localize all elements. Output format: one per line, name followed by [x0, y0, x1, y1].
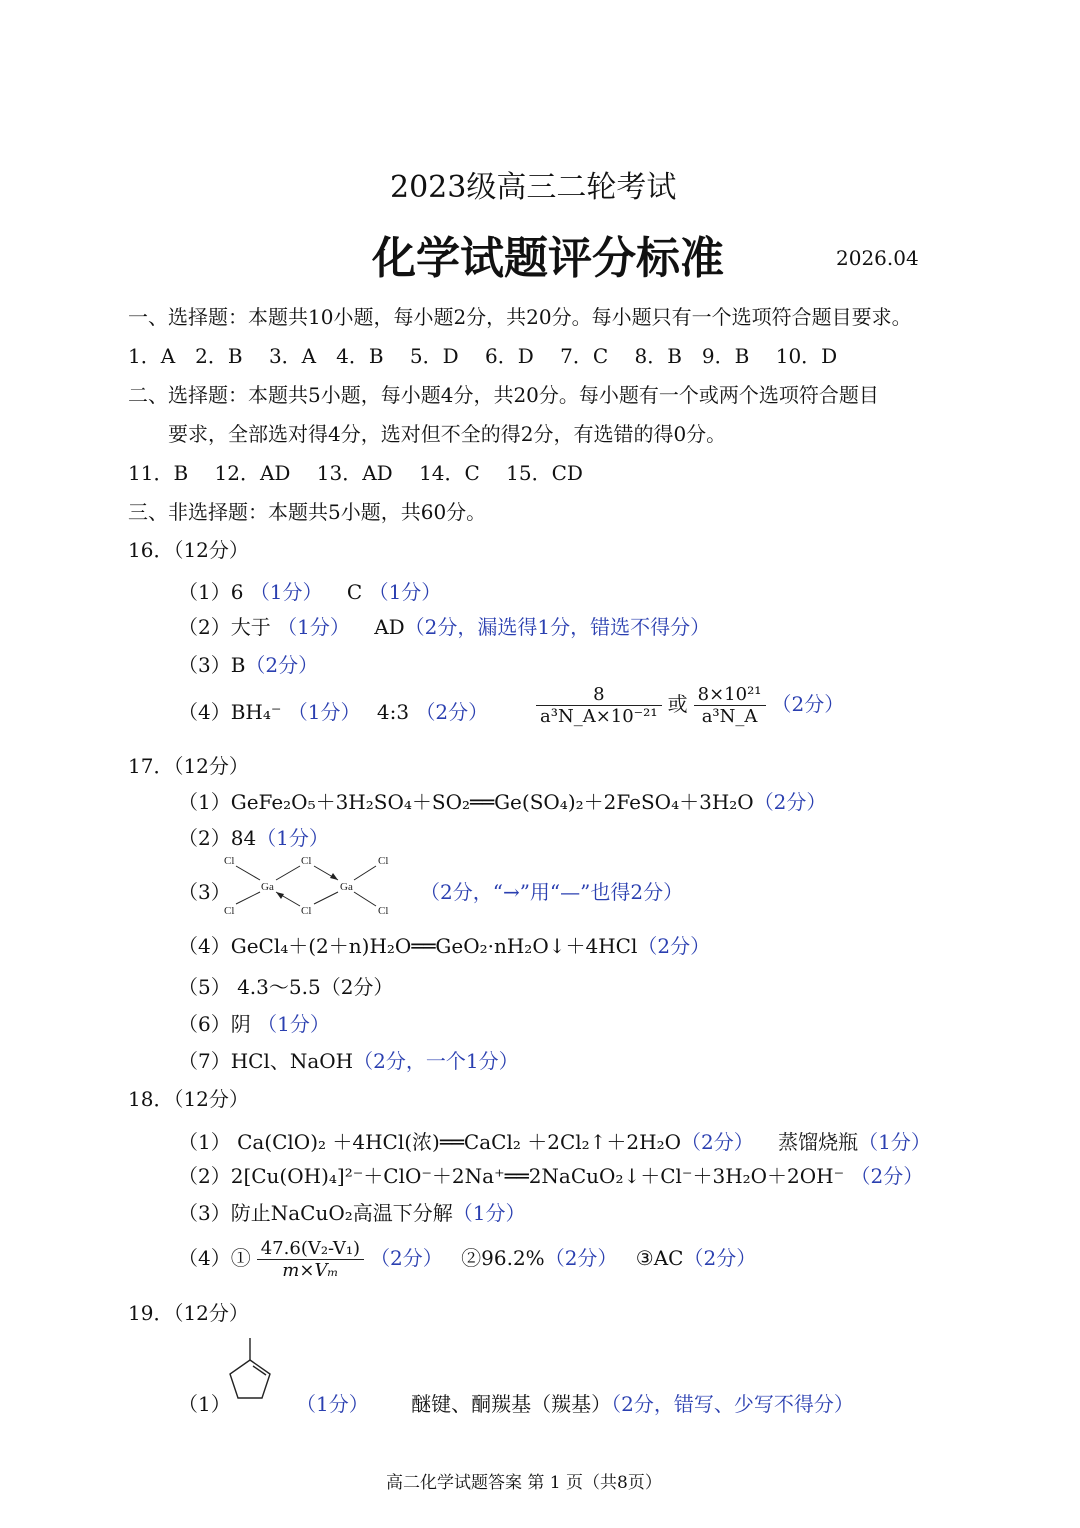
q17-part1 — [178, 786, 826, 815]
q16-frac1-numerator: 8 — [536, 684, 662, 706]
atom-cl-3: Cl — [301, 855, 312, 867]
atom-cl-5: Cl — [378, 855, 389, 867]
q16-p1-a-points: （1分） — [249, 580, 323, 604]
section3-heading: 三、非选择题：本题共5小题，共60分。 — [128, 500, 487, 524]
section1-answers: 1．A 2．B 3．A 4．B 5．D 6．D 7．C 8．B 9．B 10．D — [128, 344, 838, 368]
q18-p1-b: 蒸馏烧瓶 — [778, 1130, 859, 1154]
q18-part3 — [178, 1197, 525, 1226]
q17-p3-points: （2分，“→”用“—”也得2分） — [420, 880, 684, 904]
main-title: 化学试题评分标准 — [372, 233, 724, 284]
q16-p4-a: （4）BH₄⁻ — [178, 700, 282, 724]
atom-ga-1: Ga — [261, 881, 274, 893]
q17-p1: （1）GeFe₂O₅＋3H₂SO₄＋SO₂══Ge(SO₄)₂＋2FeSO₄＋3H₂O — [178, 790, 754, 814]
q19-p1-b: 醚键、酮羰基（羰基） — [411, 1392, 612, 1416]
q16-frac2-denominator: a³N_A — [701, 706, 758, 727]
q17-p4: （4）GeCl₄＋(2＋n)H₂O══GeO₂·nH₂O↓＋4HCl — [178, 934, 638, 958]
q17-part4 — [178, 930, 710, 959]
date: 2026.04 — [836, 246, 919, 270]
q16-frac1-denominator: a³N_A×10⁻²¹ — [540, 706, 658, 727]
q16-p4-b-points: （2分） — [415, 700, 489, 724]
q18-p4-c-points: （2分） — [683, 1246, 757, 1270]
q17-p7: （7）HCl、NaOH — [178, 1049, 354, 1073]
q17-part6 — [178, 1008, 330, 1037]
q18-p4-c: ③AC — [635, 1246, 684, 1270]
q17-p5: （5） 4.3～5.5（2分） — [178, 975, 394, 999]
q18-p4-b: ②96.2% — [461, 1246, 545, 1270]
q16-p1-b-points: （1分） — [368, 580, 442, 604]
q16-part4 — [178, 696, 488, 725]
q16-p3-points: （2分） — [245, 653, 319, 677]
q16-fraction-2 — [694, 684, 766, 727]
q16-fraction-1 — [536, 684, 662, 727]
q17-title: 17．（12分） — [128, 754, 249, 778]
q18-part4 — [178, 1238, 756, 1281]
q17-p4-points: （2分） — [637, 934, 711, 958]
q19-p1: （1） — [178, 1392, 231, 1416]
q16-title: 16．（12分） — [128, 538, 249, 562]
page-footer: 高二化学试题答案 第 1 页（共8页） — [386, 1473, 662, 1493]
q16-or: 或 — [667, 692, 688, 716]
q18-p3: （3）防止NaCuO₂高温下分解 — [178, 1201, 453, 1225]
atom-cl-4: Cl — [301, 905, 312, 917]
methylcyclopentene-structure — [224, 1334, 280, 1406]
q17-p1-points: （2分） — [753, 790, 827, 814]
q17-p2: （2）84 — [178, 826, 257, 850]
section2-answers: 11．B 12．AD 13．AD 14．C 15．CD — [128, 461, 583, 485]
q16-p2-b-points: （2分，漏选得1分，错选不得分） — [404, 615, 711, 639]
q18-fraction — [257, 1238, 364, 1281]
q18-p1: （1） Ca(ClO)₂ ＋4HCl(浓)══CaCl₂ ＋2Cl₂↑＋2H₂O — [178, 1130, 682, 1154]
q16-p4-c-points: （2分） — [771, 692, 845, 716]
q16-p4-b: 4:3 — [376, 700, 410, 724]
q17-p3: （3） — [178, 880, 231, 904]
q18-p2: （2）2[Cu(OH)₄]²⁻＋ClO⁻＋2Na⁺══2NaCuO₂↓＋Cl⁻＋3H₂O＋2OH⁻ — [178, 1164, 845, 1188]
q19-title: 19．（12分） — [128, 1301, 249, 1325]
q16-part3 — [178, 649, 318, 678]
q17-part2 — [178, 822, 329, 851]
q16-p1-a: （1）6 — [178, 580, 244, 604]
q18-p4: （4）① — [178, 1246, 251, 1270]
atom-cl-1: Cl — [224, 855, 235, 867]
q16-formula — [530, 684, 844, 727]
q16-p2-b: AD — [374, 615, 405, 639]
q18-part1 — [178, 1126, 931, 1155]
q17-p6-points: （1分） — [257, 1012, 330, 1036]
exam-title: 2023级高三二轮考试 — [390, 170, 677, 205]
q18-p4-b-points: （2分） — [544, 1246, 618, 1270]
ga2cl6-structure — [218, 852, 398, 918]
q18-part2 — [178, 1160, 923, 1189]
q17-part7 — [178, 1045, 519, 1074]
q19-p1-b-points: （2分，错写、少写不得分） — [611, 1392, 854, 1416]
q17-p6: （6）阴 — [178, 1012, 251, 1036]
q18-p3-points: （1分） — [452, 1201, 526, 1225]
q18-p2-points: （2分） — [850, 1164, 924, 1188]
q18-p4-a-points: （2分） — [370, 1246, 443, 1270]
q16-part1 — [178, 576, 441, 605]
q18-p1-points: （2分） — [681, 1130, 754, 1154]
q16-part2 — [178, 611, 710, 640]
q16-p3: （3）B — [178, 653, 246, 677]
section1-heading: 一、选择题：本题共10小题，每小题2分，共20分。每小题只有一个选项符合题目要求。 — [128, 305, 912, 329]
q18-p1-b-points: （1分） — [858, 1130, 931, 1154]
q18-title: 18．（12分） — [128, 1087, 249, 1111]
q16-frac2-numerator: 8×10²¹ — [694, 684, 766, 706]
atom-cl-2: Cl — [224, 905, 235, 917]
section2-heading-line1: 二、选择题：本题共5小题，每小题4分，共20分。每小题有一个或两个选项符合题目 — [128, 383, 879, 407]
q16-p2-a: （2）大于 — [178, 615, 271, 639]
q16-p4-a-points: （1分） — [287, 700, 361, 724]
atom-ga-2: Ga — [340, 881, 353, 893]
q19-part1 — [296, 1388, 854, 1417]
q17-p2-points: （1分） — [256, 826, 329, 850]
q18-frac-denominator: m×Vₘ — [282, 1260, 339, 1281]
q16-p1-b: C — [346, 580, 363, 604]
q17-p7-points: （2分，一个1分） — [353, 1049, 519, 1073]
q16-p2-a-points: （1分） — [277, 615, 350, 639]
q19-p1-a-points: （1分） — [296, 1392, 369, 1416]
atom-cl-6: Cl — [378, 905, 389, 917]
q18-frac-numerator: 47.6(V₂-V₁) — [257, 1238, 364, 1260]
section2-heading-line2: 要求，全部选对得4分，选对但不全的得2分，有选错的得0分。 — [168, 422, 727, 446]
